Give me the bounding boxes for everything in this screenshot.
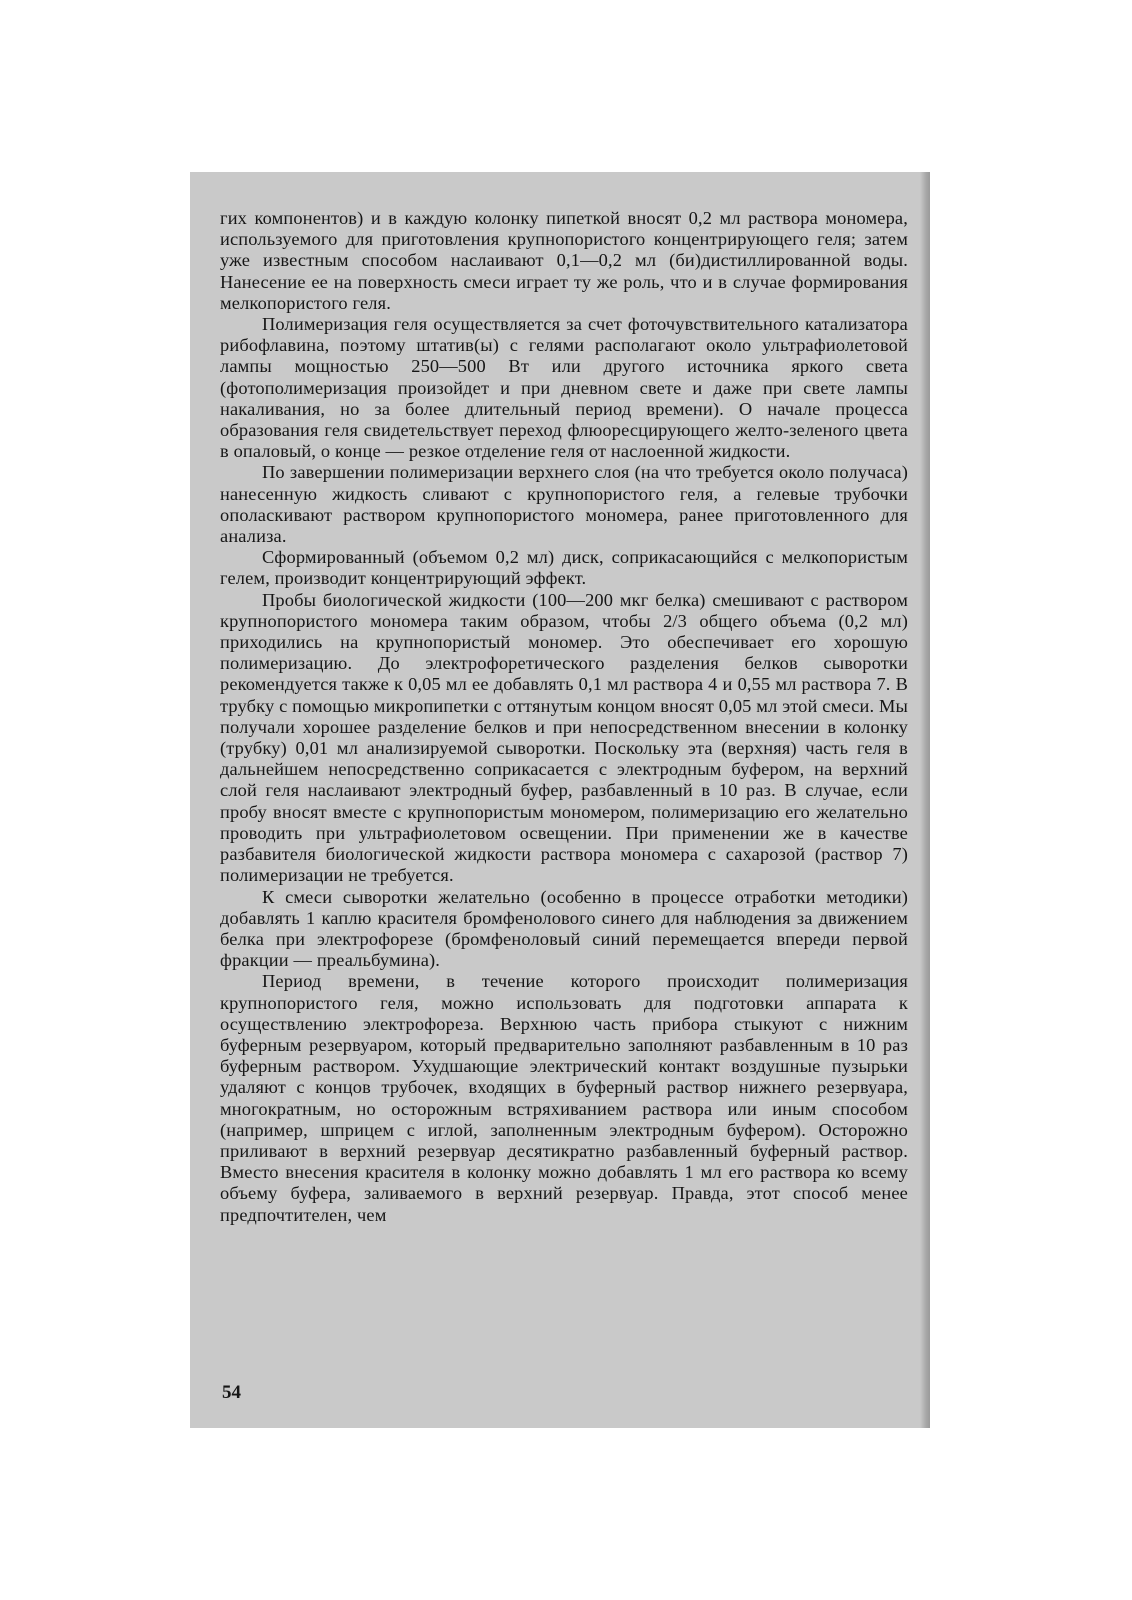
paragraph-2: Полимеризация геля осуществляется за счет фоточувствительного катализатора рибофлавина, поэтому штатив(ы) с гелями располагают около ультрафиолетовой лампы мощностью 250—500 Вт или другого источника яркого света (фотополимеризация произойдет и при дневном свете и даже при свете лампы накаливания, но за более длительный период времени). О начале процесса образования геля свидетельствует переход флюоресцирующего желто-зеленого цвета в опаловый, о конце — резкое отделение геля от наслоенной жидкости. [220, 314, 908, 462]
paragraph-6: К смеси сыворотки желательно (особенно в процессе отработки методики) добавлять 1 каплю красителя бромфенолового синего для наблюдения за движением белка при электрофорезе (бромфеноловый синий перемещается впереди первой фракции — преальбумина). [220, 886, 908, 971]
page-number: 54 [222, 1382, 241, 1403]
page-text [220, 208, 908, 1226]
paragraph-1: гих компонентов) и в каждую колонку пипеткой вносят 0,2 мл раствора мономера, используемого для приготовления крупнопористого концентрирующего геля; затем уже известным способом наслаивают 0,1—0,2 мл (би)дистиллированной воды. Нанесение ее на поверхность смеси играет ту же роль, что и в случае формирования мелкопористого геля. [220, 208, 908, 313]
paragraph-4: Сформированный (объемом 0,2 мл) диск, соприкасающийся с мелкопористым гелем, производит концентрирующий эффект. [220, 547, 908, 589]
paragraph-5: Пробы биологической жидкости (100—200 мкг белка) смешивают с раствором крупнопористого мономера таким образом, чтобы 2/3 общего объема (0,2 мл) приходились на крупнопористый мономер. Это обеспечивает его хорошую полимеризацию. До электрофоретического разделения белков сыворотки рекомендуется также к 0,05 мл ее добавлять 0,1 мл раствора 4 и 0,55 мл раствора 7. В трубку с помощью микропипетки с оттянутым концом вносят 0,05 мл этой смеси. Мы получали хорошее разделение белков и при непосредственном внесении в колонку (трубку) 0,01 мл анализируемой сыворотки. Поскольку эта (верхняя) часть геля в дальнейшем непосредственно соприкасается с электродным буфером, на верхний слой геля наслаивают электродный буфер, разбавленный в 10 раз. В случае, если пробу вносят вместе с крупнопористым мономером, полимеризацию его желательно проводить при ультрафиолетовом освещении. При применении же в качестве разбавителя биологической жидкости раствора мономера с сахарозой (раствор 7) полимеризации не требуется. [220, 589, 908, 886]
book-page [190, 172, 930, 1428]
paragraph-7: Период времени, в течение которого происходит полимеризация крупнопористого геля, можно использовать для подготовки аппарата к осуществлению электрофореза. Верхнюю часть прибора стыкуют с нижним буферным резервуаром, который предварительно заполняют разбавленным в 10 раз буферным раствором. Ухудшающие электрический контакт воздушные пузырьки удаляют с концов трубочек, входящих в буферный раствор нижнего резервуара, многократным, но осторожным встряхиванием раствора или иным способом (например, шприцем с иглой, заполненным электродным буфером). Осторожно приливают в верхний резервуар десятикратно разбавленный буферный раствор. Вместо внесения красителя в колонку можно добавлять 1 мл его раствора ко всему объему буфера, заливаемого в верхний резервуар. Правда, этот способ менее предпочтителен, чем [220, 971, 908, 1225]
page-edge-shadow [920, 172, 930, 1428]
paragraph-3: По завершении полимеризации верхнего слоя (на что требуется около получаса) нанесенную жидкость сливают с крупнопористого геля, а гелевые трубочки ополаскивают раствором крупнопористого мономера, ранее приготовленного для анализа. [220, 462, 908, 547]
